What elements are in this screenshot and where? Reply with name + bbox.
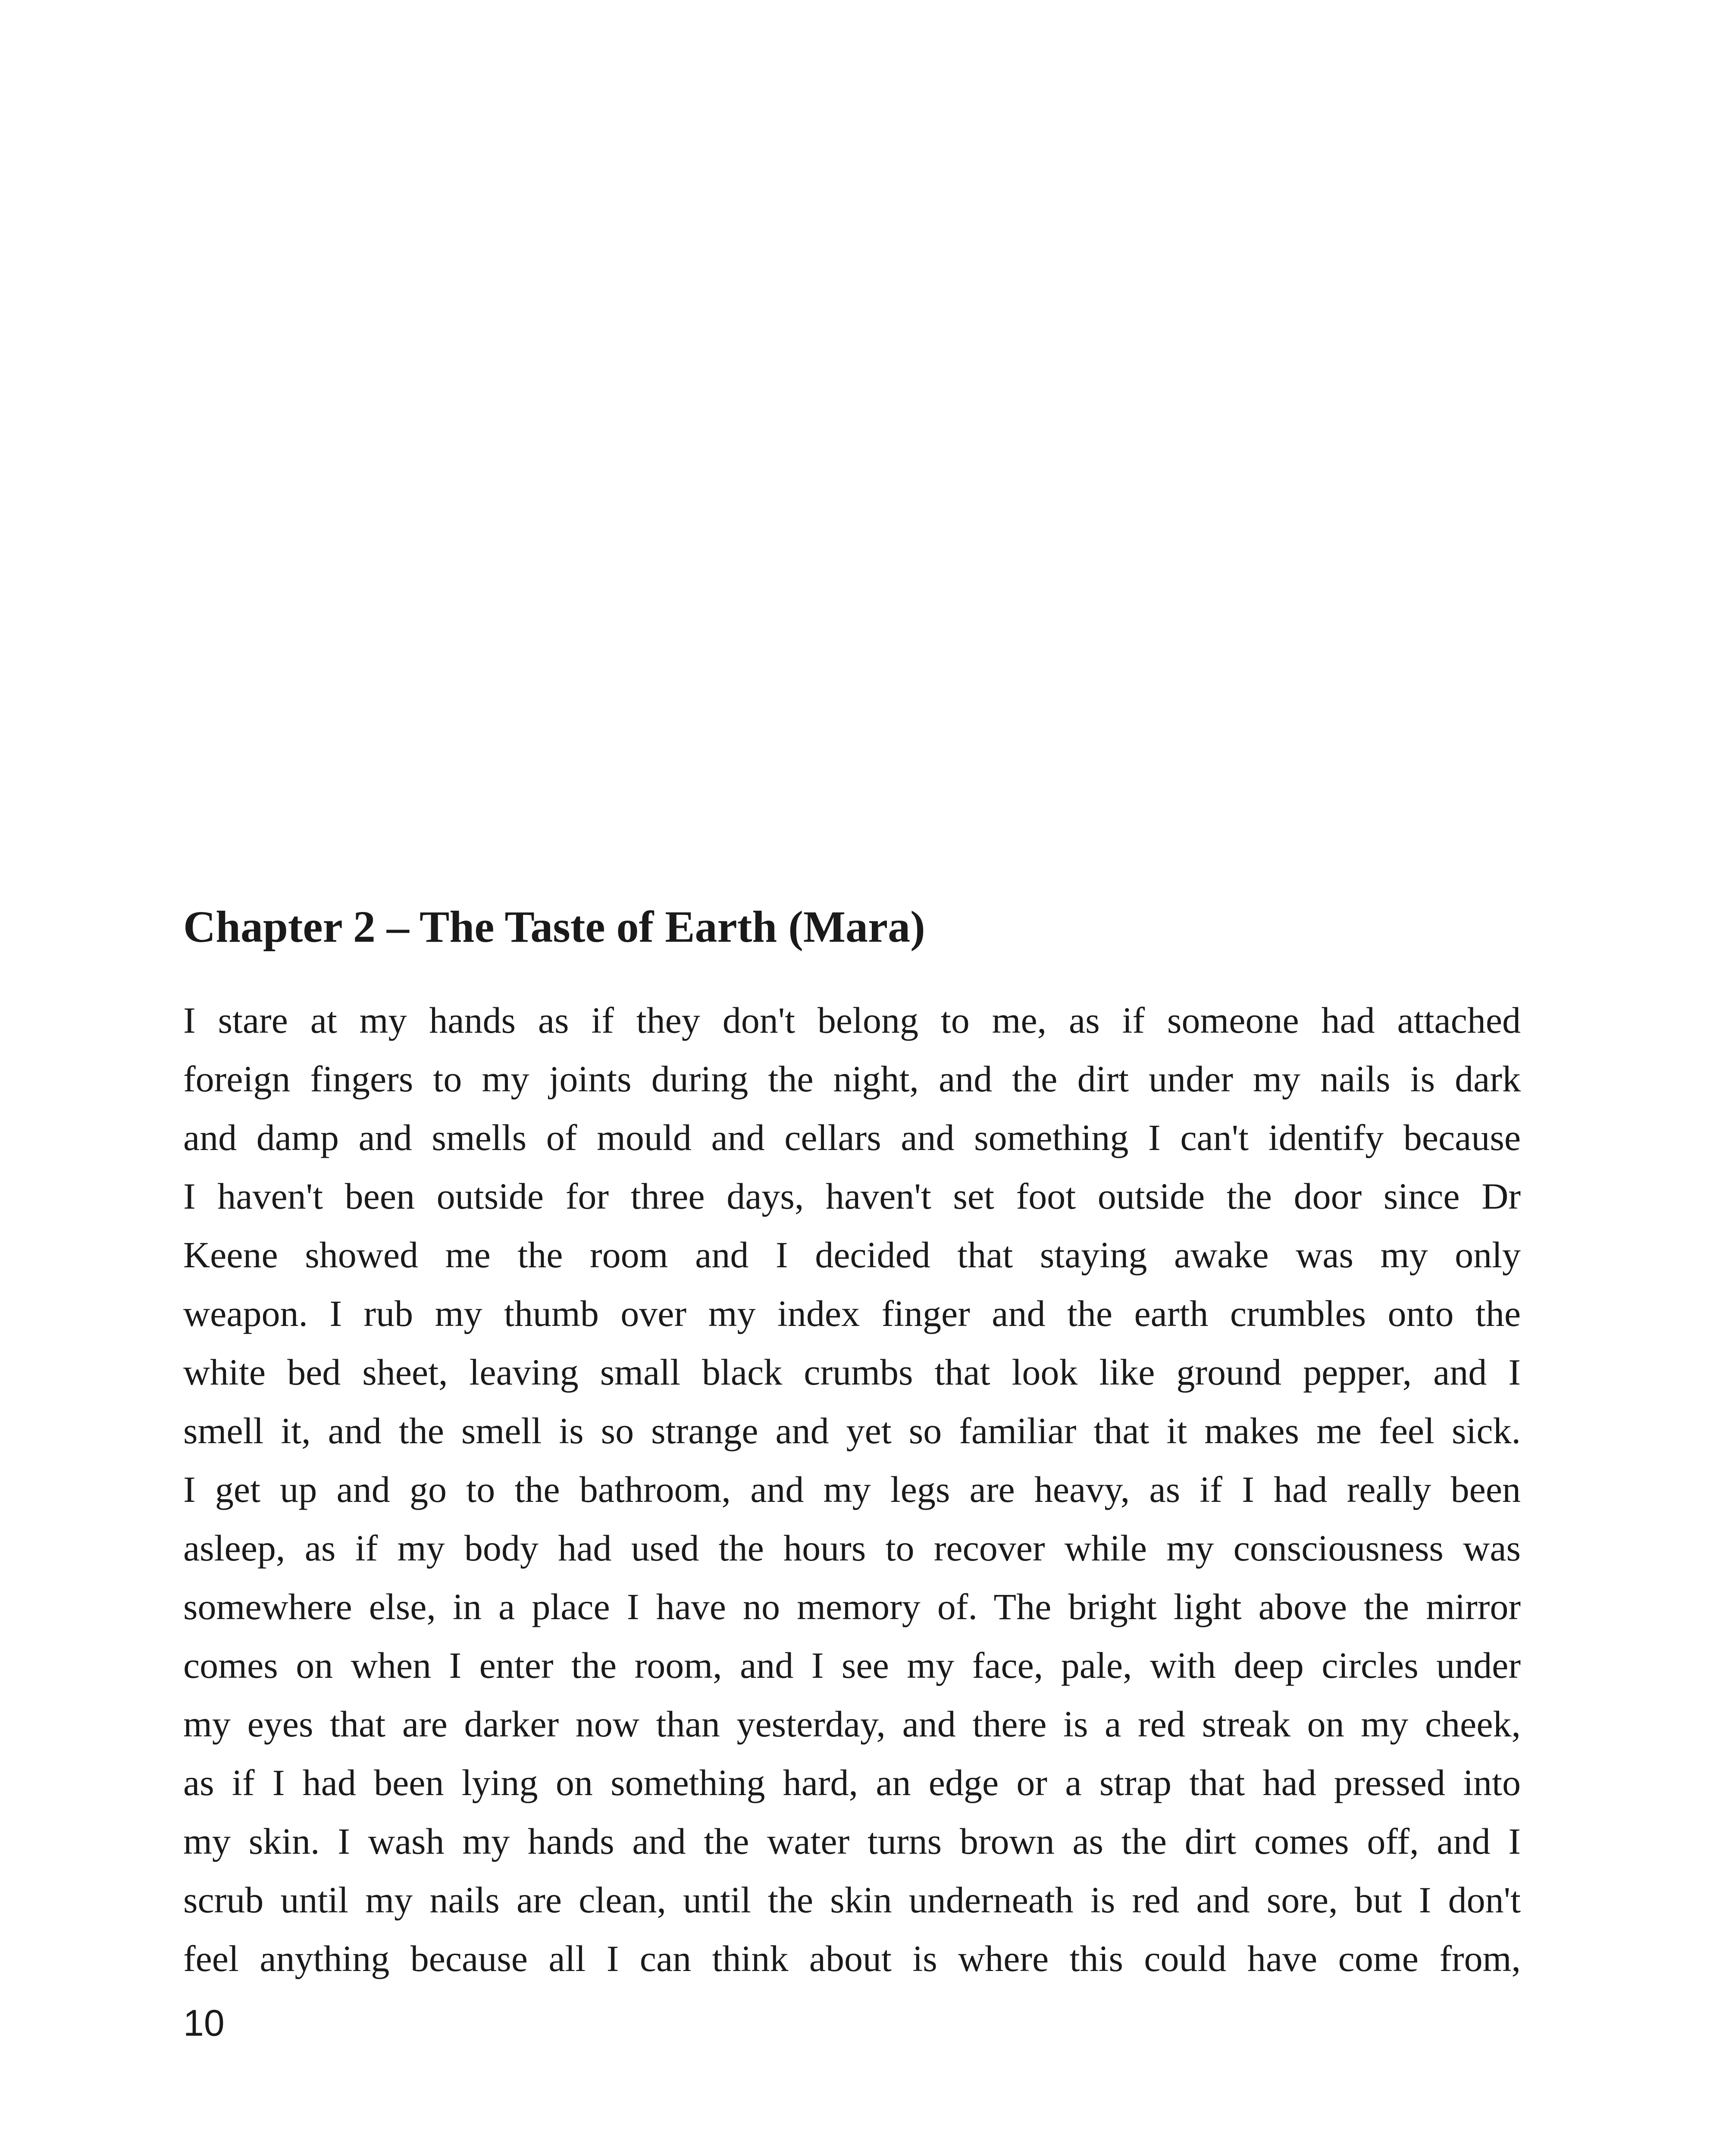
chapter-body-paragraph: [183, 991, 1521, 1988]
body-line: and damp and smells of mould and cellars and something I can't identify because: [183, 1117, 1521, 1158]
body-line: weapon. I rub my thumb over my index finger and the earth crumbles onto the: [183, 1293, 1521, 1334]
body-line: Keene showed me the room and I decided that staying awake was my only: [183, 1234, 1521, 1275]
body-line: somewhere else, in a place I have no memory of. The bright light above the mirror: [183, 1586, 1521, 1627]
page-number: 10: [183, 2002, 225, 2044]
body-line: my eyes that are darker now than yesterday, and there is a red streak on my cheek,: [183, 1703, 1521, 1745]
body-line: I get up and go to the bathroom, and my legs are heavy, as if I had really been: [183, 1469, 1521, 1510]
body-line: scrub until my nails are clean, until the skin underneath is red and sore, but I don't: [183, 1879, 1521, 1921]
body-line: I haven't been outside for three days, haven't set foot outside the door since Dr: [183, 1175, 1521, 1217]
body-line: smell it, and the smell is so strange and yet so familiar that it makes me feel sick.: [183, 1410, 1521, 1451]
body-line: I stare at my hands as if they don't belong to me, as if someone had attached: [183, 1000, 1521, 1041]
body-line: comes on when I enter the room, and I see my face, pale, with deep circles under: [183, 1645, 1521, 1686]
body-line: as if I had been lying on something hard, an edge or a strap that had pressed into: [183, 1762, 1521, 1803]
chapter-title: Chapter 2 – The Taste of Earth (Mara): [183, 902, 925, 952]
body-line: feel anything because all I can think about is where this could have come from,: [183, 1938, 1521, 1979]
body-line: foreign fingers to my joints during the night, and the dirt under my nails is dark: [183, 1058, 1521, 1100]
body-line: white bed sheet, leaving small black crumbs that look like ground pepper, and I: [183, 1351, 1521, 1393]
body-line: asleep, as if my body had used the hours to recover while my consciousness was: [183, 1527, 1521, 1569]
body-line: my skin. I wash my hands and the water turns brown as the dirt comes off, and I: [183, 1821, 1521, 1862]
